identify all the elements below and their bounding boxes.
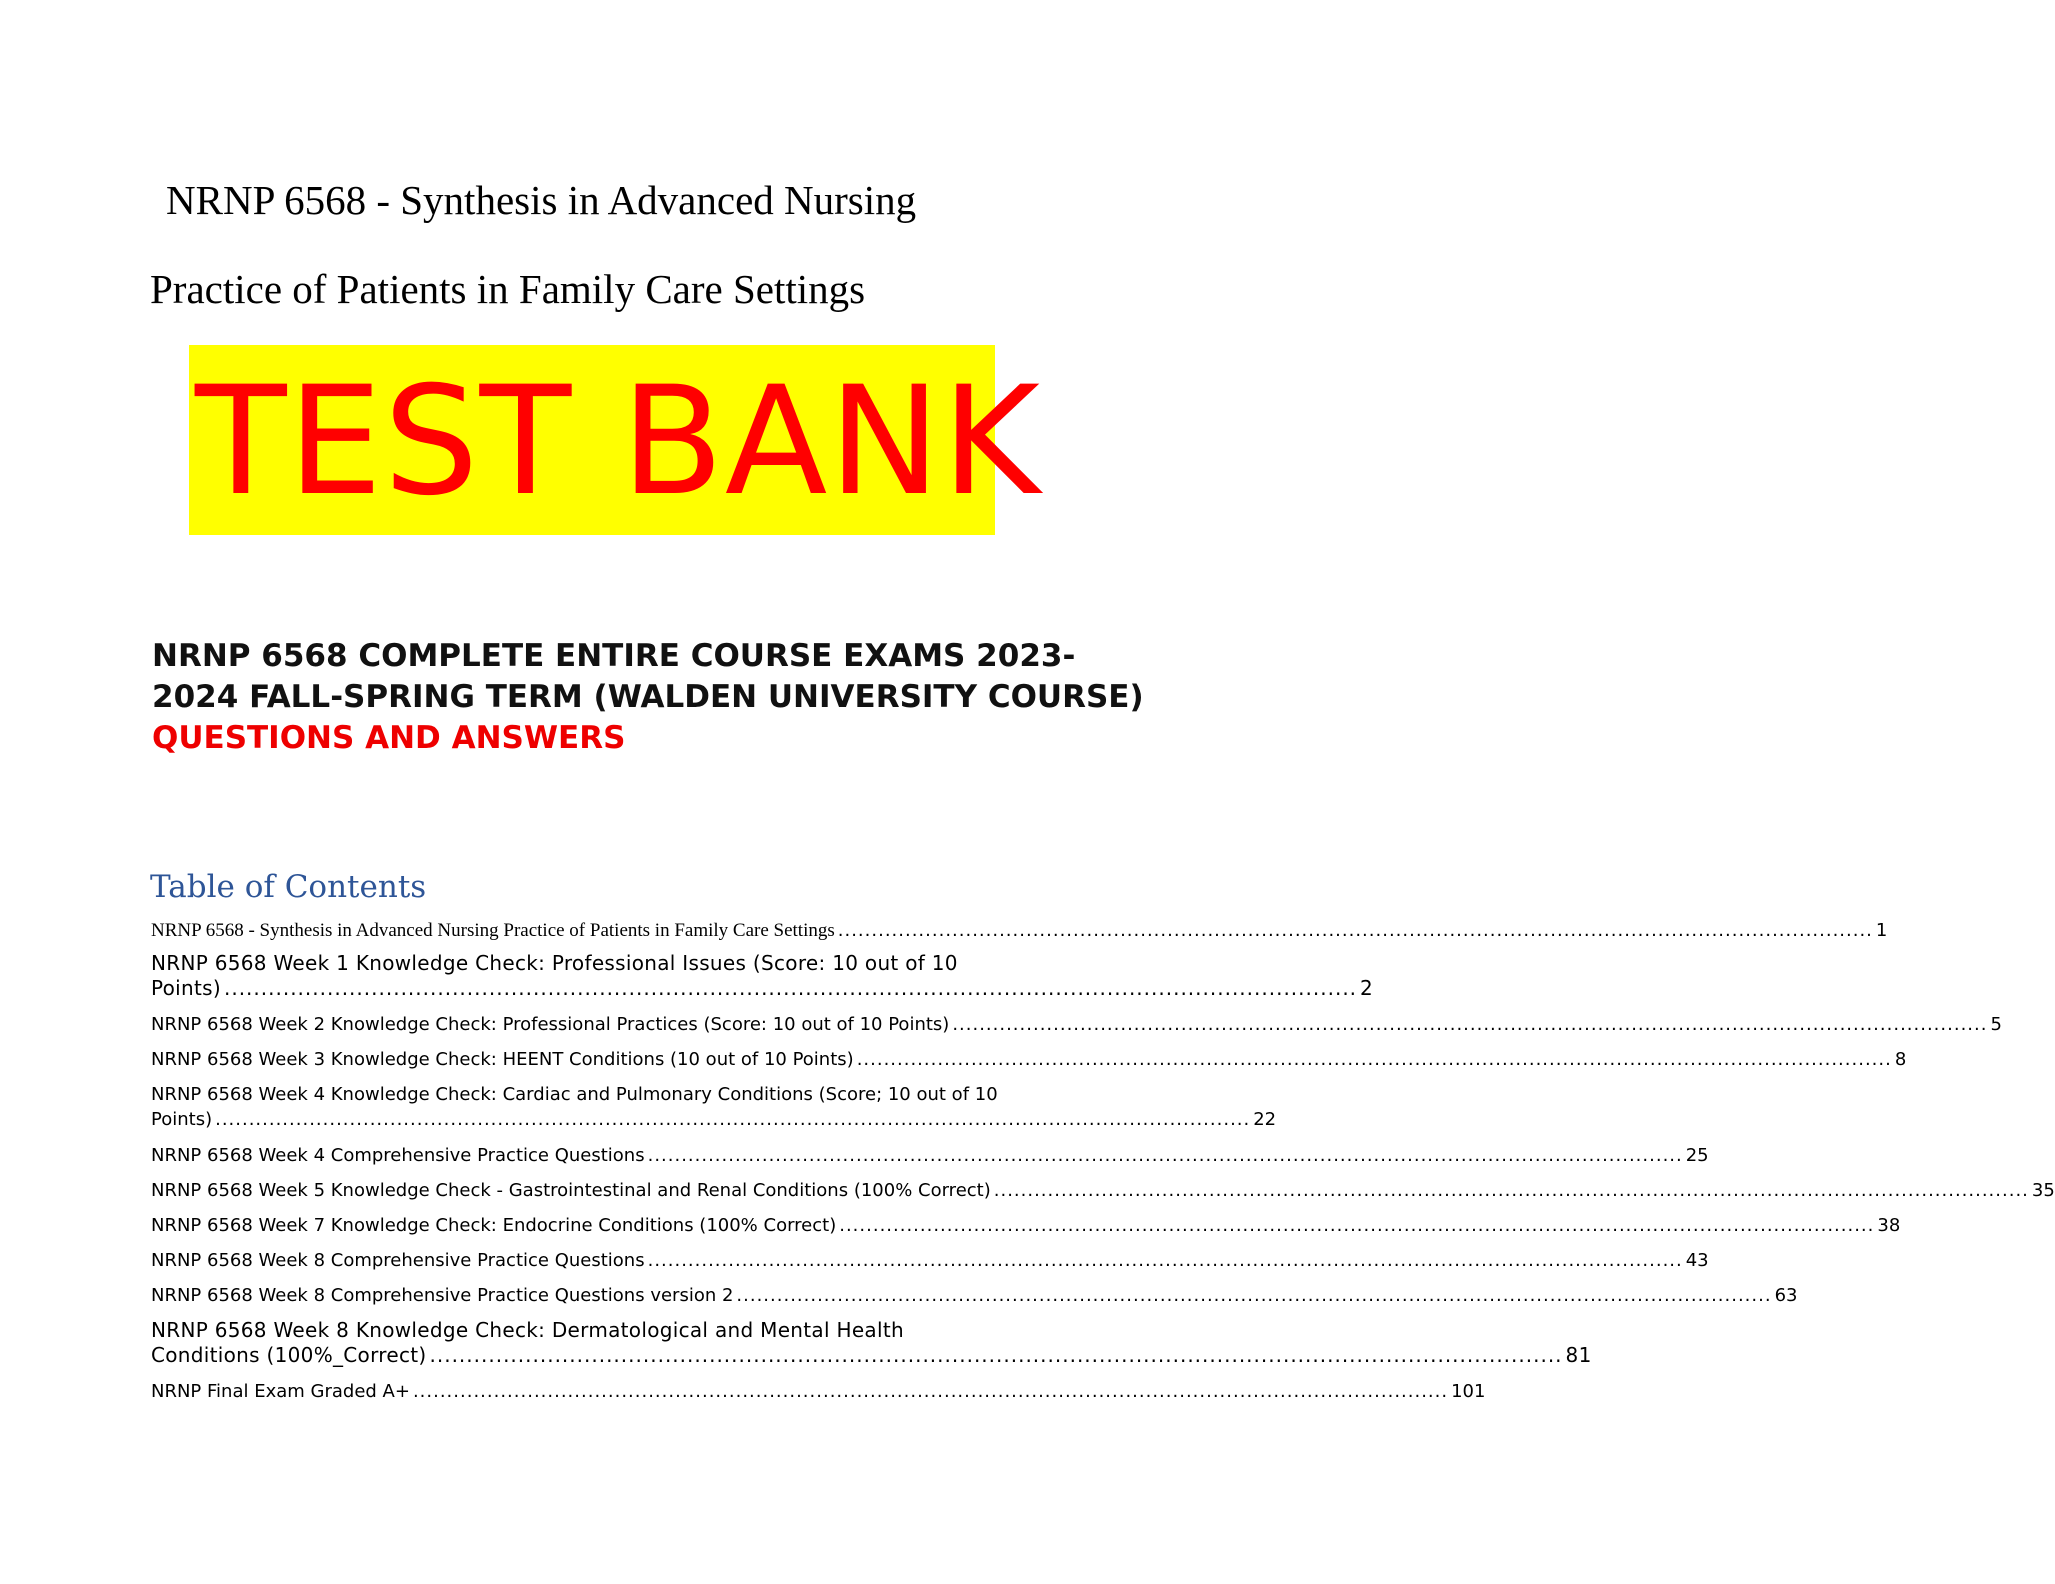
toc-leader-dots: .......................................................................................................................................................... xyxy=(223,976,1358,1000)
toc-entry[interactable] xyxy=(151,1047,1907,1072)
toc-entry[interactable] xyxy=(151,951,1374,1001)
toc-entry-page: 81 xyxy=(1565,1343,1592,1367)
toc-leader-dots: .......................................................................................................................................................... xyxy=(647,1250,1683,1271)
toc-entry[interactable] xyxy=(151,1213,1901,1238)
document-title-line-1: NRNP 6568 - Synthesis in Advanced Nursing xyxy=(166,177,917,223)
toc-entry-page: 43 xyxy=(1685,1250,1709,1271)
toc-entry[interactable] xyxy=(151,1178,2055,1203)
toc-entry[interactable] xyxy=(151,1143,1709,1168)
toc-entry-page: 1 xyxy=(1875,920,1888,941)
toc-entry[interactable] xyxy=(151,918,1888,943)
toc-entry-text: NRNP 6568 Week 8 Comprehensive Practice Questions xyxy=(151,1250,645,1271)
toc-entry[interactable] xyxy=(151,1379,1486,1404)
toc-entry-text: NRNP 6568 Week 2 Knowledge Check: Professional Practices (Score: 10 out of 10 Points) xyxy=(151,1014,950,1035)
toc-entry-text-line-2: Points) xyxy=(151,976,221,1000)
toc-entry[interactable] xyxy=(151,1283,1798,1308)
toc-leader-dots: .......................................................................................................................................................... xyxy=(856,1049,1892,1070)
test-bank-banner-text: TEST BANK xyxy=(195,355,1042,529)
toc-leader-dots: .......................................................................................................................................................... xyxy=(952,1014,1988,1035)
toc-entry[interactable] xyxy=(151,1012,2002,1037)
toc-entry-text: NRNP Final Exam Graded A+ xyxy=(151,1381,410,1402)
toc-leader-dots: .......................................................................................................................................................... xyxy=(429,1343,1563,1367)
toc-entry-page: 5 xyxy=(1990,1014,2002,1035)
toc-entry-page: 101 xyxy=(1451,1381,1486,1402)
toc-entry-page: 35 xyxy=(2031,1180,2055,1201)
heading-highlight-text: QUESTIONS AND ANSWERS xyxy=(152,720,626,756)
toc-title: Table of Contents xyxy=(150,869,427,905)
toc-leader-dots: .......................................................................................................................................................... xyxy=(215,1109,1251,1130)
toc-entry-page: 8 xyxy=(1894,1049,1907,1070)
toc-entry-text: NRNP 6568 Week 5 Knowledge Check - Gastrointestinal and Renal Conditions (100% Correct) xyxy=(151,1180,991,1201)
toc-leader-dots: .......................................................................................................................................................... xyxy=(736,1285,1772,1306)
toc-entry-page: 2 xyxy=(1360,976,1374,1000)
test-bank-banner xyxy=(189,345,1042,535)
toc-leader-dots: .......................................................................................................................................................... xyxy=(837,920,1873,941)
toc-entry-text-line-2: Points) xyxy=(151,1109,213,1130)
toc-entry-text: NRNP 6568 Week 3 Knowledge Check: HEENT Conditions (10 out of 10 Points) xyxy=(151,1049,854,1070)
toc-entry[interactable] xyxy=(151,1318,1592,1368)
toc-entry-text-line-2: Conditions (100%_Correct) xyxy=(151,1343,427,1367)
toc-leader-dots: .......................................................................................................................................................... xyxy=(839,1215,1875,1236)
toc-entry-text-line-1: NRNP 6568 Week 1 Knowledge Check: Professional Issues (Score: 10 out of 10 xyxy=(151,951,958,975)
toc-entry-text: NRNP 6568 Week 8 Comprehensive Practice Questions version 2 xyxy=(151,1285,734,1306)
toc-leader-dots: .......................................................................................................................................................... xyxy=(647,1145,1683,1166)
toc-entry-page: 38 xyxy=(1877,1215,1901,1236)
toc-entry-text-line-1: NRNP 6568 Week 4 Knowledge Check: Cardiac and Pulmonary Conditions (Score; 10 out of 10 xyxy=(151,1084,998,1105)
toc-entry-page: 63 xyxy=(1774,1285,1798,1306)
toc-entry-text: NRNP 6568 - Synthesis in Advanced Nursing Practice of Patients in Family Care Settings xyxy=(151,920,835,941)
heading-main-text: NRNP 6568 COMPLETE ENTIRE COURSE EXAMS 2023-2024 FALL-SPRING TERM (WALDEN UNIVERSITY COURSE) xyxy=(152,638,1144,715)
course-exams-heading xyxy=(152,636,1152,759)
toc-leader-dots: .......................................................................................................................................................... xyxy=(412,1381,1449,1402)
toc-entry-page: 25 xyxy=(1685,1145,1709,1166)
toc-entry-page: 22 xyxy=(1253,1109,1277,1130)
document-title-line-2: Practice of Patients in Family Care Settings xyxy=(150,266,866,312)
toc-entry-text-line-1: NRNP 6568 Week 8 Knowledge Check: Dermatological and Mental Health xyxy=(151,1318,904,1342)
toc-leader-dots: .......................................................................................................................................................... xyxy=(993,1180,2029,1201)
toc-entry[interactable] xyxy=(151,1082,1277,1132)
toc-entry[interactable] xyxy=(151,1248,1709,1273)
toc-entry-text: NRNP 6568 Week 4 Comprehensive Practice Questions xyxy=(151,1145,645,1166)
toc-entry-text: NRNP 6568 Week 7 Knowledge Check: Endocrine Conditions (100% Correct) xyxy=(151,1215,837,1236)
